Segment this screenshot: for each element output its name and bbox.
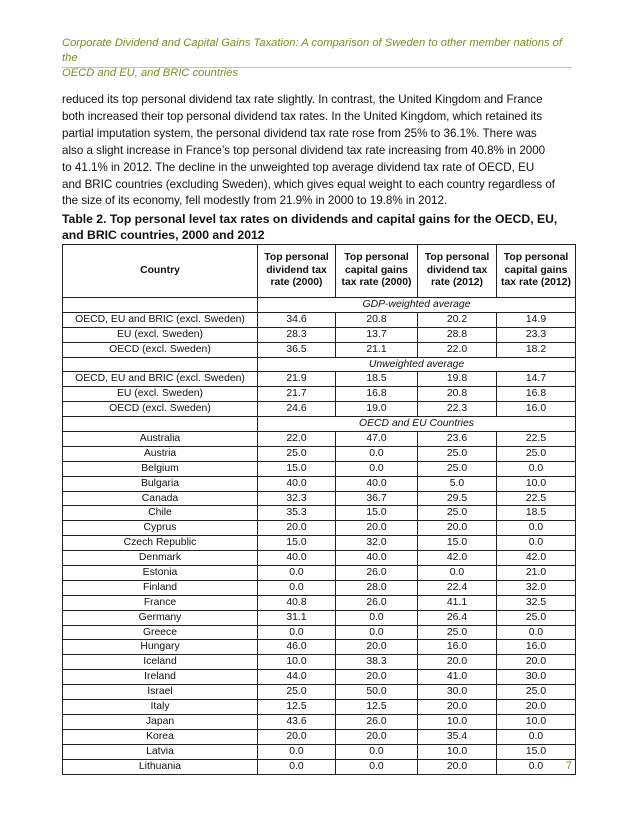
rate-cell: 25.0 xyxy=(418,461,497,476)
table-row xyxy=(63,566,576,581)
rate-cell: 12.5 xyxy=(258,700,336,715)
rate-cell: 20.0 xyxy=(497,655,576,670)
table-row xyxy=(63,595,576,610)
rate-cell: 26.4 xyxy=(418,610,497,625)
rate-cell: 34.6 xyxy=(258,312,336,327)
table-row xyxy=(63,312,576,327)
rate-cell: 19.0 xyxy=(336,402,418,417)
table-section-row xyxy=(63,298,576,313)
country-cell: Australia xyxy=(63,432,258,447)
rate-cell: 0.0 xyxy=(497,729,576,744)
column-header-dividend-2012: Top personal dividend tax rate (2012) xyxy=(418,245,497,298)
rate-cell: 20.0 xyxy=(336,729,418,744)
rate-cell: 44.0 xyxy=(258,670,336,685)
rate-cell: 22.5 xyxy=(497,432,576,447)
rate-cell: 15.0 xyxy=(258,536,336,551)
rate-cell: 31.1 xyxy=(258,610,336,625)
rate-cell: 0.0 xyxy=(258,580,336,595)
column-header-capital-gains-2000: Top personal capital gains tax rate (2000) xyxy=(336,245,418,298)
body-paragraph xyxy=(62,92,574,210)
section-label: OECD and EU Countries xyxy=(258,417,576,432)
country-cell: Cyprus xyxy=(63,521,258,536)
rate-cell: 22.4 xyxy=(418,580,497,595)
country-cell: Italy xyxy=(63,700,258,715)
table-row xyxy=(63,580,576,595)
rate-cell: 20.0 xyxy=(336,670,418,685)
rate-cell: 35.4 xyxy=(418,729,497,744)
country-cell: Korea xyxy=(63,729,258,744)
country-cell: Chile xyxy=(63,506,258,521)
table-row xyxy=(63,372,576,387)
rate-cell: 0.0 xyxy=(336,610,418,625)
rate-cell: 21.7 xyxy=(258,387,336,402)
rate-cell: 25.0 xyxy=(418,446,497,461)
rate-cell: 16.8 xyxy=(497,387,576,402)
table-row xyxy=(63,461,576,476)
rate-cell: 10.0 xyxy=(497,476,576,491)
rate-cell: 40.0 xyxy=(336,476,418,491)
rate-cell: 32.3 xyxy=(258,491,336,506)
rate-cell: 0.0 xyxy=(336,446,418,461)
rate-cell: 10.0 xyxy=(497,714,576,729)
rate-cell: 19.8 xyxy=(418,372,497,387)
country-cell: Denmark xyxy=(63,551,258,566)
rate-cell: 47.0 xyxy=(336,432,418,447)
table-row xyxy=(63,432,576,447)
rate-cell: 38.3 xyxy=(336,655,418,670)
body-line: to 41.1% in 2012. The decline in the unweighted top average dividend tax rate of OECD, EU xyxy=(62,160,535,174)
country-cell: EU (excl. Sweden) xyxy=(63,387,258,402)
running-header-line-1: Corporate Dividend and Capital Gains Taxation: A comparison of Sweden to other member nations of the xyxy=(62,37,562,64)
rate-cell: 16.0 xyxy=(497,640,576,655)
rate-cell: 12.5 xyxy=(336,700,418,715)
table-row xyxy=(63,640,576,655)
rate-cell: 0.0 xyxy=(258,744,336,759)
rate-cell: 42.0 xyxy=(418,551,497,566)
country-cell: OECD, EU and BRIC (excl. Sweden) xyxy=(63,312,258,327)
rate-cell: 10.0 xyxy=(418,744,497,759)
table-row xyxy=(63,610,576,625)
table-row xyxy=(63,536,576,551)
rate-cell: 18.2 xyxy=(497,342,576,357)
body-line: partial imputation system, the personal dividend tax rate rose from 25% to 36.1%. There was xyxy=(62,126,537,140)
table-row xyxy=(63,387,576,402)
rate-cell: 40.0 xyxy=(258,551,336,566)
rate-cell: 13.7 xyxy=(336,327,418,342)
table-row xyxy=(63,476,576,491)
rate-cell: 26.0 xyxy=(336,595,418,610)
table-row xyxy=(63,759,576,774)
rate-cell: 20.2 xyxy=(418,312,497,327)
table-row xyxy=(63,506,576,521)
rate-cell: 40.8 xyxy=(258,595,336,610)
rate-cell: 0.0 xyxy=(497,625,576,640)
body-line: the size of its economy, fell modestly from 21.9% in 2000 to 19.8% in 2012. xyxy=(62,194,448,208)
rate-cell: 28.3 xyxy=(258,327,336,342)
rate-cell: 23.3 xyxy=(497,327,576,342)
country-cell: Israel xyxy=(63,685,258,700)
rate-cell: 22.0 xyxy=(258,432,336,447)
rate-cell: 25.0 xyxy=(497,610,576,625)
rate-cell: 14.7 xyxy=(497,372,576,387)
rate-cell: 25.0 xyxy=(497,685,576,700)
table-row xyxy=(63,625,576,640)
column-header-dividend-2000: Top personal dividend tax rate (2000) xyxy=(258,245,336,298)
country-cell: Iceland xyxy=(63,655,258,670)
rate-cell: 0.0 xyxy=(258,566,336,581)
table-row xyxy=(63,446,576,461)
table-section-row xyxy=(63,417,576,432)
rate-cell: 41.0 xyxy=(418,670,497,685)
rate-cell: 10.0 xyxy=(258,655,336,670)
table-row xyxy=(63,744,576,759)
rate-cell: 18.5 xyxy=(336,372,418,387)
rate-cell: 25.0 xyxy=(418,625,497,640)
rate-cell: 5.0 xyxy=(418,476,497,491)
rate-cell: 0.0 xyxy=(258,759,336,774)
table-row xyxy=(63,685,576,700)
rate-cell: 25.0 xyxy=(258,446,336,461)
rate-cell: 35.3 xyxy=(258,506,336,521)
body-line: both increased their top personal dividend tax rates. In the United Kingdom, which retained its xyxy=(62,109,543,123)
rate-cell: 0.0 xyxy=(336,744,418,759)
rate-cell: 32.0 xyxy=(336,536,418,551)
country-cell: Greece xyxy=(63,625,258,640)
rate-cell: 36.5 xyxy=(258,342,336,357)
rate-cell: 20.0 xyxy=(258,729,336,744)
rate-cell: 30.0 xyxy=(497,670,576,685)
rate-cell: 15.0 xyxy=(418,536,497,551)
rate-cell: 32.5 xyxy=(497,595,576,610)
rate-cell: 0.0 xyxy=(497,521,576,536)
rate-cell: 25.0 xyxy=(258,685,336,700)
rate-cell: 50.0 xyxy=(336,685,418,700)
table-row xyxy=(63,491,576,506)
running-header xyxy=(62,36,572,81)
body-line: also a slight increase in France’s top personal dividend tax rate increasing from 40.8% in 2000 xyxy=(62,143,546,157)
rate-cell: 22.5 xyxy=(497,491,576,506)
rate-cell: 15.0 xyxy=(258,461,336,476)
section-label: Unweighted average xyxy=(258,357,576,372)
country-cell: EU (excl. Sweden) xyxy=(63,327,258,342)
table-row xyxy=(63,551,576,566)
rate-cell: 18.5 xyxy=(497,506,576,521)
rate-cell: 15.0 xyxy=(336,506,418,521)
rate-cell: 41.1 xyxy=(418,595,497,610)
rate-cell: 28.8 xyxy=(418,327,497,342)
rate-cell: 46.0 xyxy=(258,640,336,655)
country-cell: OECD (excl. Sweden) xyxy=(63,342,258,357)
body-line: and BRIC countries (excluding Sweden), which gives equal weight to each country regardless of xyxy=(62,177,556,191)
rate-cell: 22.0 xyxy=(418,342,497,357)
rate-cell: 40.0 xyxy=(258,476,336,491)
page-number: 7 xyxy=(565,760,572,772)
table-row xyxy=(63,327,576,342)
section-blank-cell xyxy=(63,298,258,313)
country-cell: Czech Republic xyxy=(63,536,258,551)
rate-cell: 16.8 xyxy=(336,387,418,402)
header-divider xyxy=(62,67,572,68)
rate-cell: 26.0 xyxy=(336,566,418,581)
rate-cell: 30.0 xyxy=(418,685,497,700)
rate-cell: 40.0 xyxy=(336,551,418,566)
rate-cell: 0.0 xyxy=(336,759,418,774)
rate-cell: 25.0 xyxy=(497,446,576,461)
rate-cell: 24.6 xyxy=(258,402,336,417)
rate-cell: 16.0 xyxy=(418,640,497,655)
rate-cell: 20.0 xyxy=(258,521,336,536)
country-cell: Ireland xyxy=(63,670,258,685)
table-title-line-2: and BRIC countries, 2000 and 2012 xyxy=(62,227,265,242)
rate-cell: 22.3 xyxy=(418,402,497,417)
country-cell: OECD (excl. Sweden) xyxy=(63,402,258,417)
rate-cell: 20.0 xyxy=(336,521,418,536)
country-cell: Hungary xyxy=(63,640,258,655)
rate-cell: 14.9 xyxy=(497,312,576,327)
rate-cell: 21.1 xyxy=(336,342,418,357)
rate-cell: 20.0 xyxy=(497,700,576,715)
body-line: reduced its top personal dividend tax rate slightly. In contrast, the United Kingdom and France xyxy=(62,93,543,106)
tax-rates-table xyxy=(62,244,576,775)
rate-cell: 26.0 xyxy=(336,714,418,729)
table-title-line-1: Table 2. Top personal level tax rates on dividends and capital gains for the OECD, EU, xyxy=(62,212,558,226)
country-cell: France xyxy=(63,595,258,610)
rate-cell: 0.0 xyxy=(258,625,336,640)
country-cell: OECD, EU and BRIC (excl. Sweden) xyxy=(63,372,258,387)
rate-cell: 0.0 xyxy=(497,759,576,774)
rate-cell: 21.9 xyxy=(258,372,336,387)
column-header-country: Country xyxy=(63,245,258,298)
country-cell: Japan xyxy=(63,714,258,729)
table-header-row xyxy=(63,245,576,298)
country-cell: Estonia xyxy=(63,566,258,581)
rate-cell: 20.0 xyxy=(336,640,418,655)
rate-cell: 0.0 xyxy=(418,566,497,581)
rate-cell: 0.0 xyxy=(497,536,576,551)
table-row xyxy=(63,521,576,536)
table-row xyxy=(63,670,576,685)
rate-cell: 29.5 xyxy=(418,491,497,506)
rate-cell: 43.6 xyxy=(258,714,336,729)
country-cell: Germany xyxy=(63,610,258,625)
rate-cell: 20.0 xyxy=(418,759,497,774)
rate-cell: 20.0 xyxy=(418,700,497,715)
rate-cell: 0.0 xyxy=(497,461,576,476)
country-cell: Austria xyxy=(63,446,258,461)
table-row xyxy=(63,729,576,744)
rate-cell: 20.8 xyxy=(418,387,497,402)
table-section-row xyxy=(63,357,576,372)
rate-cell: 36.7 xyxy=(336,491,418,506)
country-cell: Latvia xyxy=(63,744,258,759)
table-row xyxy=(63,342,576,357)
table-row xyxy=(63,402,576,417)
rate-cell: 20.0 xyxy=(418,655,497,670)
table-title xyxy=(62,212,574,243)
rate-cell: 0.0 xyxy=(336,625,418,640)
section-blank-cell xyxy=(63,357,258,372)
running-header-line-2: OECD and EU, and BRIC countries xyxy=(62,67,238,79)
table-body xyxy=(63,298,576,775)
country-cell: Bulgaria xyxy=(63,476,258,491)
table-row xyxy=(63,655,576,670)
rate-cell: 23.6 xyxy=(418,432,497,447)
section-label: GDP-weighted average xyxy=(258,298,576,313)
country-cell: Lithuania xyxy=(63,759,258,774)
section-blank-cell xyxy=(63,417,258,432)
rate-cell: 20.0 xyxy=(418,521,497,536)
country-cell: Finland xyxy=(63,580,258,595)
rate-cell: 0.0 xyxy=(336,461,418,476)
rate-cell: 28.0 xyxy=(336,580,418,595)
table-row xyxy=(63,700,576,715)
rate-cell: 16.0 xyxy=(497,402,576,417)
rate-cell: 25.0 xyxy=(418,506,497,521)
column-header-capital-gains-2012: Top personal capital gains tax rate (2012) xyxy=(497,245,576,298)
rate-cell: 20.8 xyxy=(336,312,418,327)
rate-cell: 15.0 xyxy=(497,744,576,759)
country-cell: Belgium xyxy=(63,461,258,476)
country-cell: Canada xyxy=(63,491,258,506)
table-row xyxy=(63,714,576,729)
rate-cell: 21.0 xyxy=(497,566,576,581)
rate-cell: 32.0 xyxy=(497,580,576,595)
rate-cell: 10.0 xyxy=(418,714,497,729)
rate-cell: 42.0 xyxy=(497,551,576,566)
